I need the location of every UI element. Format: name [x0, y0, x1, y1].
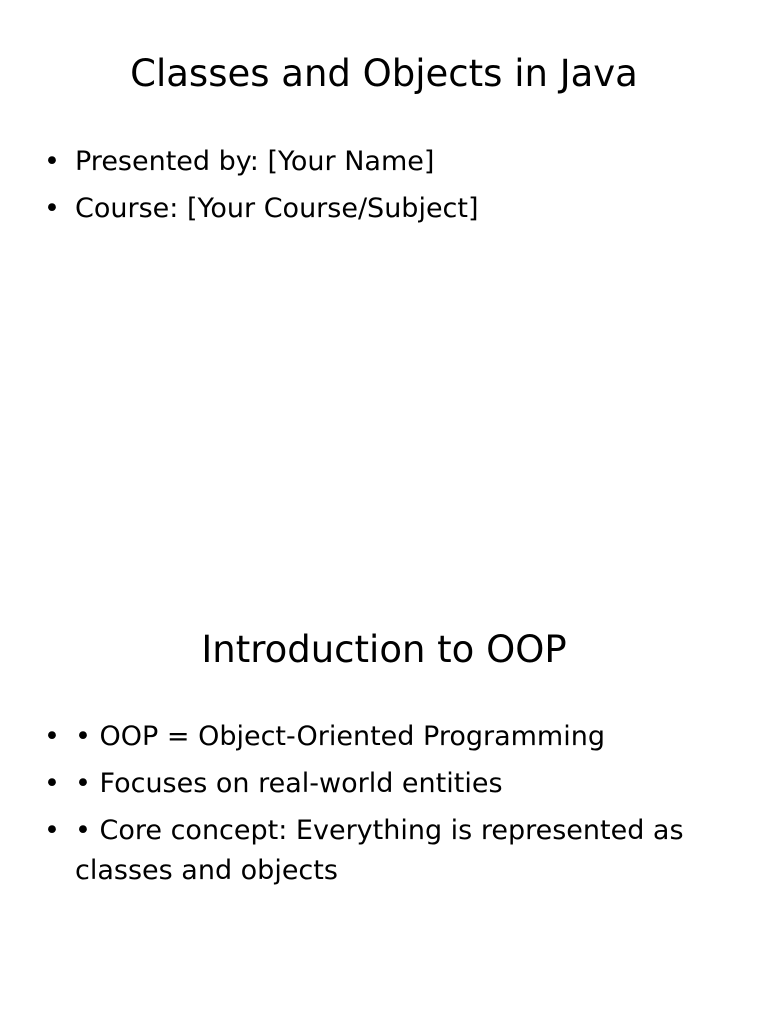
bullet-marker: •: [44, 193, 60, 224]
bullet-item: [44, 717, 724, 757]
bullet-text: • OOP = Object-Oriented Programming: [75, 721, 605, 752]
bullet-marker: •: [44, 815, 60, 846]
bullet-item: [44, 189, 724, 229]
bullet-text: • Focuses on real-world entities: [75, 768, 503, 799]
bullet-text: • Core concept: Everything is represented as classes and objects: [75, 815, 684, 886]
bullet-item: [44, 142, 724, 182]
bullet-marker: •: [44, 721, 60, 752]
bullet-text: Presented by: [Your Name]: [75, 146, 435, 177]
bullet-item: [44, 764, 724, 804]
bullet-text: Course: [Your Course/Subject]: [75, 193, 479, 224]
bullet-marker: •: [44, 146, 60, 177]
slide-title: Classes and Objects in Java: [130, 52, 638, 95]
slide-2: [0, 576, 768, 1024]
bullet-marker: •: [44, 768, 60, 799]
bullet-list: [44, 142, 724, 236]
slide-title: Introduction to OOP: [201, 628, 567, 671]
bullet-list: [44, 717, 724, 898]
bullet-item: [44, 811, 724, 891]
